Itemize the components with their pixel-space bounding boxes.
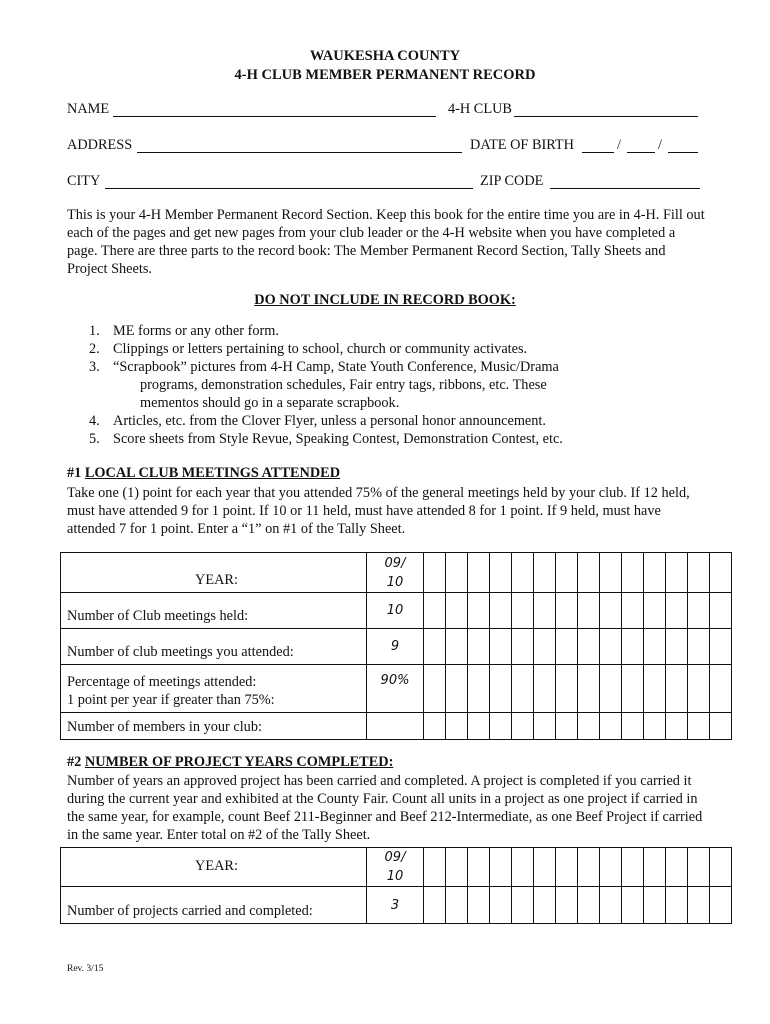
intro-paragraph: This is your 4-H Member Permanent Record Section. Keep this book for the entire time you are in 4-H. Fill out each of the pages and get new pages from your club leader or the 4-H website when you have completed a page. There are three parts to the record book: The Member Permanent Record Section, Tally Sheets and Project Sheets. bbox=[67, 207, 705, 277]
members-value[interactable] bbox=[367, 713, 424, 740]
data-cell[interactable] bbox=[666, 887, 688, 924]
data-cell[interactable] bbox=[534, 887, 556, 924]
data-cell[interactable] bbox=[512, 887, 534, 924]
data-cell[interactable] bbox=[622, 713, 644, 740]
address-label: ADDRESS bbox=[67, 137, 133, 153]
data-cell[interactable] bbox=[534, 665, 556, 713]
data-cell[interactable] bbox=[446, 665, 468, 713]
section1-heading bbox=[67, 465, 340, 483]
data-cell[interactable] bbox=[600, 887, 622, 924]
list-text: Score sheets from Style Revue, Speaking Contest, Demonstration Contest, etc. bbox=[113, 431, 563, 447]
data-cell[interactable] bbox=[556, 665, 578, 713]
data-cell[interactable] bbox=[666, 629, 688, 665]
year-value-line1: 09/ bbox=[384, 850, 406, 865]
data-cell[interactable] bbox=[600, 665, 622, 713]
data-cell[interactable] bbox=[556, 887, 578, 924]
data-cell[interactable] bbox=[622, 665, 644, 713]
section2-title: NUMBER OF PROJECT YEARS COMPLETED: bbox=[84, 754, 394, 770]
section2-description: Number of years an approved project has been carried and completed. A project is completed if you carried it during the current year and exhibited at the County Fair. Count all units in a project as one project if carried in the same year, for example, count Beef 211-Beginner and Beef 212-Intermediate, as one Beef Project if carried in the same year. Enter total on #2 of the Tally Sheet. bbox=[67, 773, 703, 843]
list-number: 5. bbox=[89, 431, 100, 447]
data-cell[interactable] bbox=[622, 887, 644, 924]
meetings-table bbox=[60, 552, 732, 740]
data-cell[interactable] bbox=[644, 593, 666, 629]
list-text: Articles, etc. from the Clover Flyer, unless a personal honor announcement. bbox=[113, 413, 546, 429]
table-row bbox=[61, 593, 732, 629]
exclude-list bbox=[67, 322, 707, 448]
year-cell[interactable] bbox=[688, 553, 710, 593]
year-cell[interactable] bbox=[622, 553, 644, 593]
data-cell[interactable] bbox=[688, 713, 710, 740]
dob-day-field[interactable] bbox=[627, 152, 655, 153]
meetings-held-value[interactable]: 10 bbox=[367, 593, 424, 629]
section1-title: LOCAL CLUB MEETINGS ATTENDED bbox=[84, 465, 341, 481]
data-cell[interactable] bbox=[578, 665, 600, 713]
year-cell[interactable] bbox=[644, 553, 666, 593]
data-cell[interactable] bbox=[468, 593, 490, 629]
data-cell[interactable] bbox=[468, 713, 490, 740]
dob-label: DATE OF BIRTH bbox=[470, 137, 574, 153]
year-cell[interactable] bbox=[578, 553, 600, 593]
data-cell[interactable] bbox=[468, 665, 490, 713]
year-cell[interactable] bbox=[512, 553, 534, 593]
year-cell[interactable] bbox=[424, 553, 446, 593]
data-cell[interactable] bbox=[578, 629, 600, 665]
meetings-attended-value[interactable]: 9 bbox=[367, 629, 424, 665]
data-cell[interactable] bbox=[512, 665, 534, 713]
list-item bbox=[67, 430, 707, 448]
data-cell[interactable] bbox=[446, 713, 468, 740]
data-cell[interactable] bbox=[556, 593, 578, 629]
data-cell[interactable] bbox=[688, 887, 710, 924]
table-row bbox=[61, 629, 732, 665]
data-cell[interactable] bbox=[688, 629, 710, 665]
projects-completed-label: Number of projects carried and completed: bbox=[61, 887, 367, 924]
data-cell[interactable] bbox=[490, 713, 512, 740]
section2-heading bbox=[67, 754, 393, 772]
data-cell[interactable] bbox=[424, 629, 446, 665]
dob-separator-1: / bbox=[617, 137, 621, 153]
data-cell[interactable] bbox=[446, 593, 468, 629]
section1-description: Take one (1) point for each year that you attended 75% of the general meetings held by your club. If 12 held, must have attended 9 for 1 point. If 10 or 11 held, must have attended 8 for 1 point. If 9 held, must have attended 7 for 1 point. Enter a “1” on #1 of the Tally Sheet. bbox=[67, 485, 690, 537]
year-cell[interactable] bbox=[710, 848, 732, 887]
data-cell[interactable] bbox=[710, 629, 732, 665]
section2-prefix: #2 bbox=[67, 754, 85, 770]
data-cell[interactable] bbox=[600, 593, 622, 629]
data-cell[interactable] bbox=[424, 665, 446, 713]
year-cell[interactable] bbox=[556, 848, 578, 887]
data-cell[interactable] bbox=[644, 629, 666, 665]
address-field[interactable] bbox=[137, 152, 462, 153]
year-cell[interactable] bbox=[512, 848, 534, 887]
year-value-line1: 09/ bbox=[384, 555, 406, 571]
year-label: YEAR: bbox=[61, 553, 367, 593]
data-cell[interactable] bbox=[666, 713, 688, 740]
exclude-heading bbox=[0, 292, 770, 310]
section1-prefix: #1 bbox=[67, 465, 85, 481]
year-cell[interactable] bbox=[578, 848, 600, 887]
data-cell[interactable] bbox=[512, 713, 534, 740]
table-row bbox=[61, 848, 732, 887]
list-item bbox=[67, 322, 707, 340]
year-cell[interactable] bbox=[600, 848, 622, 887]
data-cell[interactable] bbox=[578, 713, 600, 740]
meetings-held-label: Number of Club meetings held: bbox=[61, 593, 367, 629]
year-cell[interactable] bbox=[468, 848, 490, 887]
list-text-continued: mementos should go in a separate scrapbook. bbox=[140, 395, 400, 411]
data-cell[interactable] bbox=[512, 593, 534, 629]
year-cell[interactable] bbox=[446, 848, 468, 887]
table-row bbox=[61, 713, 732, 740]
list-number: 4. bbox=[89, 413, 100, 429]
data-cell[interactable] bbox=[710, 713, 732, 740]
data-cell[interactable] bbox=[688, 665, 710, 713]
exclude-heading-colon: : bbox=[510, 292, 516, 308]
year-cell[interactable] bbox=[710, 553, 732, 593]
data-cell[interactable] bbox=[556, 713, 578, 740]
members-label: Number of members in your club: bbox=[61, 713, 367, 740]
data-cell[interactable] bbox=[468, 629, 490, 665]
revision-note: Rev. 3/15 bbox=[67, 964, 104, 974]
list-text: “Scrapbook” pictures from 4-H Camp, State Youth Conference, Music/Drama bbox=[113, 359, 559, 375]
data-cell[interactable] bbox=[666, 593, 688, 629]
data-cell[interactable] bbox=[534, 713, 556, 740]
list-item bbox=[67, 358, 707, 412]
data-cell[interactable] bbox=[666, 665, 688, 713]
projects-completed-value[interactable]: 3 bbox=[367, 887, 424, 924]
data-cell[interactable] bbox=[534, 593, 556, 629]
year-cell[interactable] bbox=[490, 848, 512, 887]
year-cell[interactable] bbox=[666, 553, 688, 593]
year-value[interactable] bbox=[367, 553, 424, 593]
name-field[interactable] bbox=[113, 116, 436, 117]
percentage-label-line1: Percentage of meetings attended: bbox=[67, 674, 257, 690]
year-cell[interactable] bbox=[468, 553, 490, 593]
city-field[interactable] bbox=[105, 188, 473, 189]
year-cell[interactable] bbox=[622, 848, 644, 887]
data-cell[interactable] bbox=[446, 629, 468, 665]
data-cell[interactable] bbox=[644, 887, 666, 924]
data-cell[interactable] bbox=[490, 629, 512, 665]
city-zip-row bbox=[67, 173, 700, 193]
year-value-line2: 10 bbox=[386, 574, 404, 590]
percentage-label bbox=[61, 665, 367, 713]
club-label: 4-H CLUB bbox=[448, 101, 512, 117]
year-cell[interactable] bbox=[556, 553, 578, 593]
data-cell[interactable] bbox=[710, 593, 732, 629]
table-row bbox=[61, 665, 732, 713]
year-cell[interactable] bbox=[424, 848, 446, 887]
data-cell[interactable] bbox=[622, 629, 644, 665]
table-row bbox=[61, 553, 732, 593]
data-cell[interactable] bbox=[446, 887, 468, 924]
year-cell[interactable] bbox=[644, 848, 666, 887]
list-number: 3. bbox=[89, 359, 100, 375]
list-item bbox=[67, 412, 707, 430]
data-cell[interactable] bbox=[490, 665, 512, 713]
data-cell[interactable] bbox=[600, 713, 622, 740]
club-field[interactable] bbox=[514, 116, 698, 117]
percentage-label-line2: 1 point per year if greater than 75%: bbox=[67, 692, 275, 708]
data-cell[interactable] bbox=[424, 887, 446, 924]
year-cell[interactable] bbox=[666, 848, 688, 887]
data-cell[interactable] bbox=[556, 629, 578, 665]
data-cell[interactable] bbox=[490, 593, 512, 629]
county-title: WAUKESHA COUNTY bbox=[309, 48, 461, 64]
list-number: 1. bbox=[89, 323, 100, 339]
year-cell[interactable] bbox=[534, 848, 556, 887]
year-cell[interactable] bbox=[446, 553, 468, 593]
year-cell[interactable] bbox=[688, 848, 710, 887]
projects-table bbox=[60, 847, 732, 924]
year-cell[interactable] bbox=[600, 553, 622, 593]
percentage-value[interactable]: 90% bbox=[367, 665, 424, 713]
year-value-line2: 10 bbox=[386, 869, 404, 884]
zip-field[interactable] bbox=[550, 188, 700, 189]
data-cell[interactable] bbox=[468, 887, 490, 924]
data-cell[interactable] bbox=[512, 629, 534, 665]
data-cell[interactable] bbox=[578, 593, 600, 629]
year-cell[interactable] bbox=[534, 553, 556, 593]
meetings-attended-label: Number of club meetings you attended: bbox=[61, 629, 367, 665]
exclude-heading-text: DO NOT INCLUDE IN RECORD BOOK bbox=[254, 292, 511, 308]
list-text: Clippings or letters pertaining to school, church or community activates. bbox=[113, 341, 528, 357]
dob-month-field[interactable] bbox=[582, 152, 614, 153]
table-row bbox=[61, 887, 732, 924]
dob-separator-2: / bbox=[658, 137, 662, 153]
list-number: 2. bbox=[89, 341, 100, 357]
address-dob-row bbox=[67, 137, 700, 157]
data-cell[interactable] bbox=[644, 713, 666, 740]
data-cell[interactable] bbox=[688, 593, 710, 629]
year-cell[interactable] bbox=[490, 553, 512, 593]
dob-year-field[interactable] bbox=[668, 152, 698, 153]
data-cell[interactable] bbox=[600, 629, 622, 665]
zip-label: ZIP CODE bbox=[480, 173, 544, 189]
name-club-row bbox=[67, 101, 700, 121]
data-cell[interactable] bbox=[710, 665, 732, 713]
data-cell[interactable] bbox=[490, 887, 512, 924]
city-label: CITY bbox=[67, 173, 101, 189]
list-item bbox=[67, 340, 707, 358]
data-cell[interactable] bbox=[424, 593, 446, 629]
data-cell[interactable] bbox=[534, 629, 556, 665]
data-cell[interactable] bbox=[578, 887, 600, 924]
name-label: NAME bbox=[67, 101, 110, 117]
list-text-continued: programs, demonstration schedules, Fair entry tags, ribbons, etc. These bbox=[140, 377, 547, 393]
data-cell[interactable] bbox=[622, 593, 644, 629]
data-cell[interactable] bbox=[424, 713, 446, 740]
list-text: ME forms or any other form. bbox=[113, 323, 279, 339]
year-label: YEAR: bbox=[61, 848, 367, 887]
year-value[interactable] bbox=[367, 848, 424, 887]
data-cell[interactable] bbox=[710, 887, 732, 924]
data-cell[interactable] bbox=[644, 665, 666, 713]
form-title: 4-H CLUB MEMBER PERMANENT RECORD bbox=[234, 67, 536, 83]
